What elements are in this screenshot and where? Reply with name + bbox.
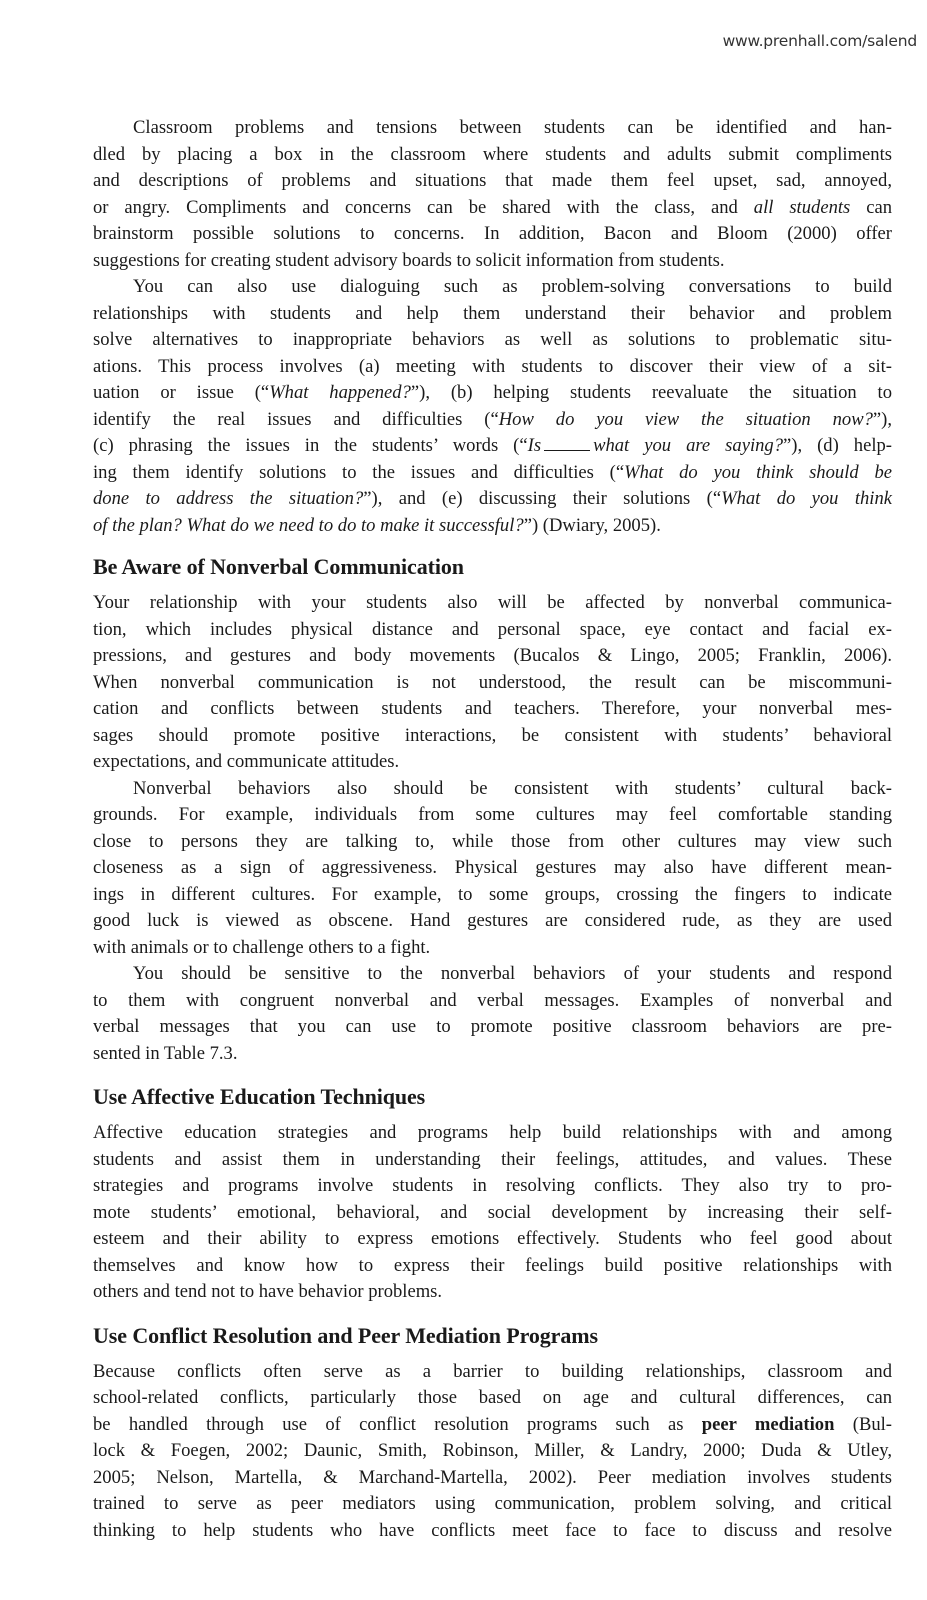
paragraph-suggestion-box <box>93 115 892 274</box>
text-line: mote students’ emotional, behavioral, and social development by increasing their self- <box>93 1201 892 1223</box>
text-line: brainstorm possible solutions to concerns. In addition, Bacon and Bloom (2000) offer <box>93 223 892 244</box>
text-line: verbal messages that you can use to promote positive classroom behaviors are pre- <box>93 1016 892 1037</box>
text-line: cation and conflicts between students and teachers. Therefore, your nonverbal mes- <box>93 698 892 719</box>
text-line: relationships with students and help them understand their behavior and problem <box>93 302 892 324</box>
fill-in-blank <box>544 436 590 451</box>
page-body <box>93 115 892 1544</box>
text-line: done to address the situation?”), and (e) discussing their solutions (“What do you think <box>93 488 893 509</box>
text-line: good luck is viewed as obscene. Hand gestures are considered rude, as they are used <box>93 910 892 931</box>
text-line: or angry. Compliments and concerns can be shared with the class, and all students can <box>93 196 892 218</box>
text-line: (c) phrasing the issues in the students’ words (“Is what you are saying?”), (d) help- <box>93 435 892 456</box>
text-line: others and tend not to have behavior problems. <box>93 1281 443 1302</box>
emphasis-all-students: all students <box>753 196 851 218</box>
section-heading-conflict-resolution: Use Conflict Resolution and Peer Mediation Programs <box>93 1322 598 1348</box>
text-line: thinking to help students who have conflicts meet face to face to discuss and resolve <box>93 1519 892 1541</box>
text-line: ations. This process involves (a) meeting with students to discover their view of a sit- <box>93 355 892 377</box>
text-line: suggestions for creating student advisory boards to solicit information from students. <box>93 249 725 271</box>
quote-what-you-are-saying: what you are saying? <box>593 435 783 456</box>
text-line: pressions, and gestures and body movements (Bucalos & Lingo, 2005; Franklin, 2006). <box>93 645 892 666</box>
text-line: close to persons they are talking to, while those from other cultures may view such <box>93 830 892 852</box>
text-line: You should be sensitive to the nonverbal behaviors of your students and respond <box>133 963 892 984</box>
text-line: Because conflicts often serve as a barrier to building relationships, classroom and <box>93 1360 892 1382</box>
quote-plan: of the plan? What do we need to do to make it successful? <box>93 514 524 536</box>
text-line: strategies and programs involve students in resolving conflicts. They also try to pro- <box>93 1175 892 1196</box>
paragraph-nonverbal-2 <box>93 776 892 962</box>
text-line: dled by placing a box in the classroom where students and adults submit compliments <box>93 143 892 165</box>
text-line: of the plan? What do we need to do to make it successful?”) (Dwiary, 2005). <box>93 514 661 536</box>
text-line: school-related conflicts, particularly those based on age and cultural differences, can <box>93 1387 892 1408</box>
quote-what-should-be-done: What do you think should be <box>624 461 892 483</box>
text-line: grounds. For example, individuals from some cultures may feel comfortable standing <box>93 804 892 825</box>
text-line: tion, which includes physical distance and personal space, eye contact and facial ex- <box>93 618 892 640</box>
paragraph-conflict-resolution <box>93 1359 892 1545</box>
text-line: Classroom problems and tensions between students can be identified and han- <box>133 117 892 138</box>
text-line: You can also use dialoguing such as problem-solving conversations to build <box>133 276 892 297</box>
text-line: with animals or to challenge others to a fight. <box>93 936 431 958</box>
paragraph-nonverbal-3 <box>93 961 892 1067</box>
text-line: be handled through use of conflict resolution programs such as peer mediation (Bul- <box>93 1413 892 1435</box>
text-line: to them with congruent nonverbal and verbal messages. Examples of nonverbal and <box>93 989 892 1011</box>
text-line: ings in different cultures. For example, to some groups, crossing the fingers to indicate <box>93 883 892 905</box>
text-line: ing them identify solutions to the issues and difficulties (“What do you think should be <box>93 461 892 483</box>
text-line: Nonverbal behaviors also should be consistent with students’ cultural back- <box>133 777 892 799</box>
text-line: uation or issue (“What happened?”), (b) helping students reevaluate the situation to <box>93 382 893 403</box>
section-heading-affective: Use Affective Education Techniques <box>93 1084 426 1109</box>
text-line: identify the real issues and difficulties (“How do you view the situation now?”), <box>93 408 892 430</box>
text-line: students and assist them in understanding their feelings, attitudes, and values. These <box>93 1148 892 1170</box>
paragraph-nonverbal-1 <box>93 590 892 776</box>
key-term-peer-mediation: peer mediation <box>701 1413 835 1435</box>
section-heading-nonverbal: Be Aware of Nonverbal Communication <box>93 554 464 579</box>
text-line: Affective education strategies and programs help build relationships with and among <box>93 1122 892 1143</box>
text-line: When nonverbal communication is not understood, the result can be miscommuni- <box>93 671 892 693</box>
quote-what-happened: What happened? <box>269 382 411 403</box>
text-line: Your relationship with your students also will be affected by nonverbal communica- <box>93 592 892 613</box>
paragraph-affective <box>93 1120 892 1306</box>
quote-what-do-you-think: What do you think <box>721 488 893 509</box>
running-head-url: www.prenhall.com/salend <box>722 32 917 50</box>
text-line: lock & Foegen, 2002; Daunic, Smith, Robinson, Miller, & Landry, 2000; Duda & Utley, <box>93 1440 892 1461</box>
text-line: and descriptions of problems and situations that made them feel upset, sad, annoyed, <box>93 170 892 191</box>
quote-view-situation: How do you view the situation now? <box>498 408 873 430</box>
text-line: solve alternatives to inappropriate behaviors as well as solutions to problematic situ- <box>93 329 892 350</box>
text-line: expectations, and communicate attitudes. <box>93 751 400 772</box>
text-line: 2005; Nelson, Martella, & Marchand-Martella, 2002). Peer mediation involves students <box>93 1466 892 1488</box>
text-line: trained to serve as peer mediators using communication, problem solving, and critical <box>93 1493 892 1514</box>
text-line: sages should promote positive interactions, be consistent with students’ behavioral <box>93 724 892 746</box>
text-line: closeness as a sign of aggressiveness. Physical gestures may also have different mean- <box>93 857 892 878</box>
paragraph-dialoguing <box>93 274 892 539</box>
text-line: themselves and know how to express their feelings build positive relationships with <box>93 1254 892 1276</box>
text-line: sented in Table 7.3. <box>93 1042 238 1064</box>
text-line: esteem and their ability to express emotions effectively. Students who feel good about <box>93 1228 892 1249</box>
